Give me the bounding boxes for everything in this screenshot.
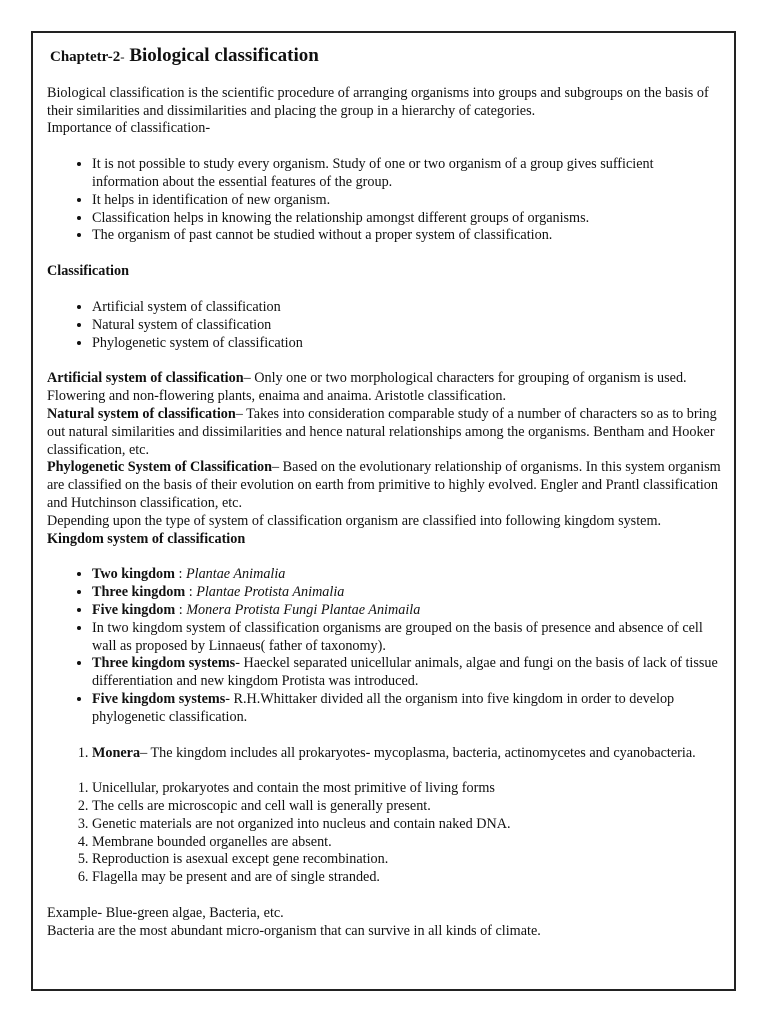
list-item: 4. Membrane bounded organelles are absent. bbox=[92, 834, 722, 852]
page-title bbox=[50, 47, 722, 67]
classification-heading: Classification bbox=[47, 263, 129, 280]
list-item: • It helps in identification of new organism. bbox=[92, 192, 722, 210]
natural-system-text: – Takes into consideration comparable study of a number of characters so as to bring out natural similarities and dissimilarities and hence natural relationships among the organisms. Bentham and Hooker classification, etc. bbox=[47, 405, 717, 458]
importance-heading: Importance of classification- bbox=[47, 120, 211, 137]
list-item bbox=[92, 566, 722, 584]
two-kingdom-term: Two kingdom bbox=[92, 566, 175, 583]
phylogenetic-system-term: Phylogenetic System of Classification bbox=[47, 459, 273, 476]
depending-paragraph: Depending upon the type of system of classification organism are classified into following kingdom system. bbox=[47, 512, 662, 529]
five-kingdom-systems-text: - R.H.Whittaker divided all the organism into five kingdom in order to develop phylogenetic classification. bbox=[92, 690, 675, 725]
three-kingdom-term: Three kingdom bbox=[92, 584, 186, 601]
importance-list bbox=[47, 156, 722, 245]
page-frame bbox=[31, 31, 736, 991]
natural-system-paragraph bbox=[47, 406, 722, 459]
five-kingdom-value: Monera Protista Fungi Plantae Animaila bbox=[186, 601, 421, 618]
list-item: 6. Flagella may be present and are of single stranded. bbox=[92, 869, 722, 887]
list-item bbox=[92, 745, 722, 763]
list-item: • It is not possible to study every organism. Study of one or two organism of a group gives sufficient information about the essential features of the group. bbox=[92, 156, 722, 192]
list-item: • Artificial system of classification bbox=[92, 299, 722, 317]
separator: : bbox=[174, 566, 186, 583]
artificial-system-term: Artificial system of classification bbox=[47, 370, 244, 387]
list-item: • Natural system of classification bbox=[92, 317, 722, 335]
list-item: 5. Reproduction is asexual except gene recombination. bbox=[92, 851, 722, 869]
three-kingdom-systems-term: Three kingdom systems bbox=[92, 655, 236, 672]
list-item: 1. Unicellular, prokaryotes and contain the most primitive of living forms bbox=[92, 780, 722, 798]
monera-features-list bbox=[47, 780, 722, 887]
separator: : bbox=[175, 601, 187, 618]
phylogenetic-system-paragraph bbox=[47, 459, 722, 512]
kingdom-heading: Kingdom system of classification bbox=[47, 530, 246, 547]
list-item: • Phylogenetic system of classification bbox=[92, 335, 722, 353]
natural-system-term: Natural system of classification bbox=[47, 405, 236, 422]
phylogenetic-system-text: – Based on the evolutionary relationship of organisms. In this system organism are classified on the basis of their evolution on earth from primitive to highly evolved. Engler and Prantl classification and Hutchinson classification, etc. bbox=[47, 459, 721, 511]
title-dash: - bbox=[120, 49, 125, 64]
three-kingdom-value: Plantae Protista Animalia bbox=[196, 584, 345, 601]
list-item: 2. The cells are microscopic and cell wall is generally present. bbox=[92, 798, 722, 816]
five-kingdom-term: Five kingdom bbox=[92, 601, 176, 618]
artificial-system-paragraph bbox=[47, 370, 722, 406]
monera-term: Monera bbox=[92, 744, 141, 761]
document-body bbox=[47, 47, 722, 941]
three-kingdom-systems-text: - Haeckel separated unicellular animals, algae and fungi on the basis of lack of tissue differentiation and new kingdom Protista was introduced. bbox=[92, 655, 718, 690]
list-item bbox=[92, 602, 722, 620]
chapter-title: Biological classification bbox=[124, 45, 319, 66]
definition-paragraph: Biological classification is the scientific procedure of arranging organisms into groups and subgroups on the basis of their similarities and dissimilarities and placing the group in a hierarchy of categories. bbox=[47, 84, 709, 119]
five-kingdom-systems-term: Five kingdom systems bbox=[92, 690, 226, 707]
closing-line: Bacteria are the most abundant micro-organism that can survive in all kinds of climate. bbox=[47, 922, 541, 939]
kingdom-list bbox=[47, 566, 722, 726]
two-kingdom-value: Plantae Animalia bbox=[185, 566, 286, 583]
list-item bbox=[92, 655, 722, 691]
separator: : bbox=[185, 584, 197, 601]
list-item bbox=[92, 691, 722, 727]
chapter-label: Chaptetr-2 bbox=[50, 49, 121, 65]
list-item bbox=[92, 584, 722, 602]
example-line: Example- Blue-green algae, Bacteria, etc. bbox=[47, 905, 284, 922]
classification-list bbox=[47, 299, 722, 352]
list-item: • The organism of past cannot be studied without a proper system of classification. bbox=[92, 227, 722, 245]
list-item: • Classification helps in knowing the relationship amongst different groups of organisms. bbox=[92, 210, 722, 228]
monera-text: – The kingdom includes all prokaryotes- mycoplasma, bacteria, actinomycetes and cyanobacteria. bbox=[140, 744, 696, 761]
artificial-system-text: – Only one or two morphological characters for grouping of organism is used. Flowering and non-flowering plants, enaima and anaima. Aristotle classification. bbox=[47, 370, 687, 405]
list-item: 3. Genetic materials are not organized into nucleus and contain naked DNA. bbox=[92, 816, 722, 834]
monera-list bbox=[47, 745, 722, 763]
list-item: • In two kingdom system of classification organisms are grouped on the basis of presence and absence of cell wall as proposed by Linnaeus( father of taxonomy). bbox=[92, 620, 722, 656]
